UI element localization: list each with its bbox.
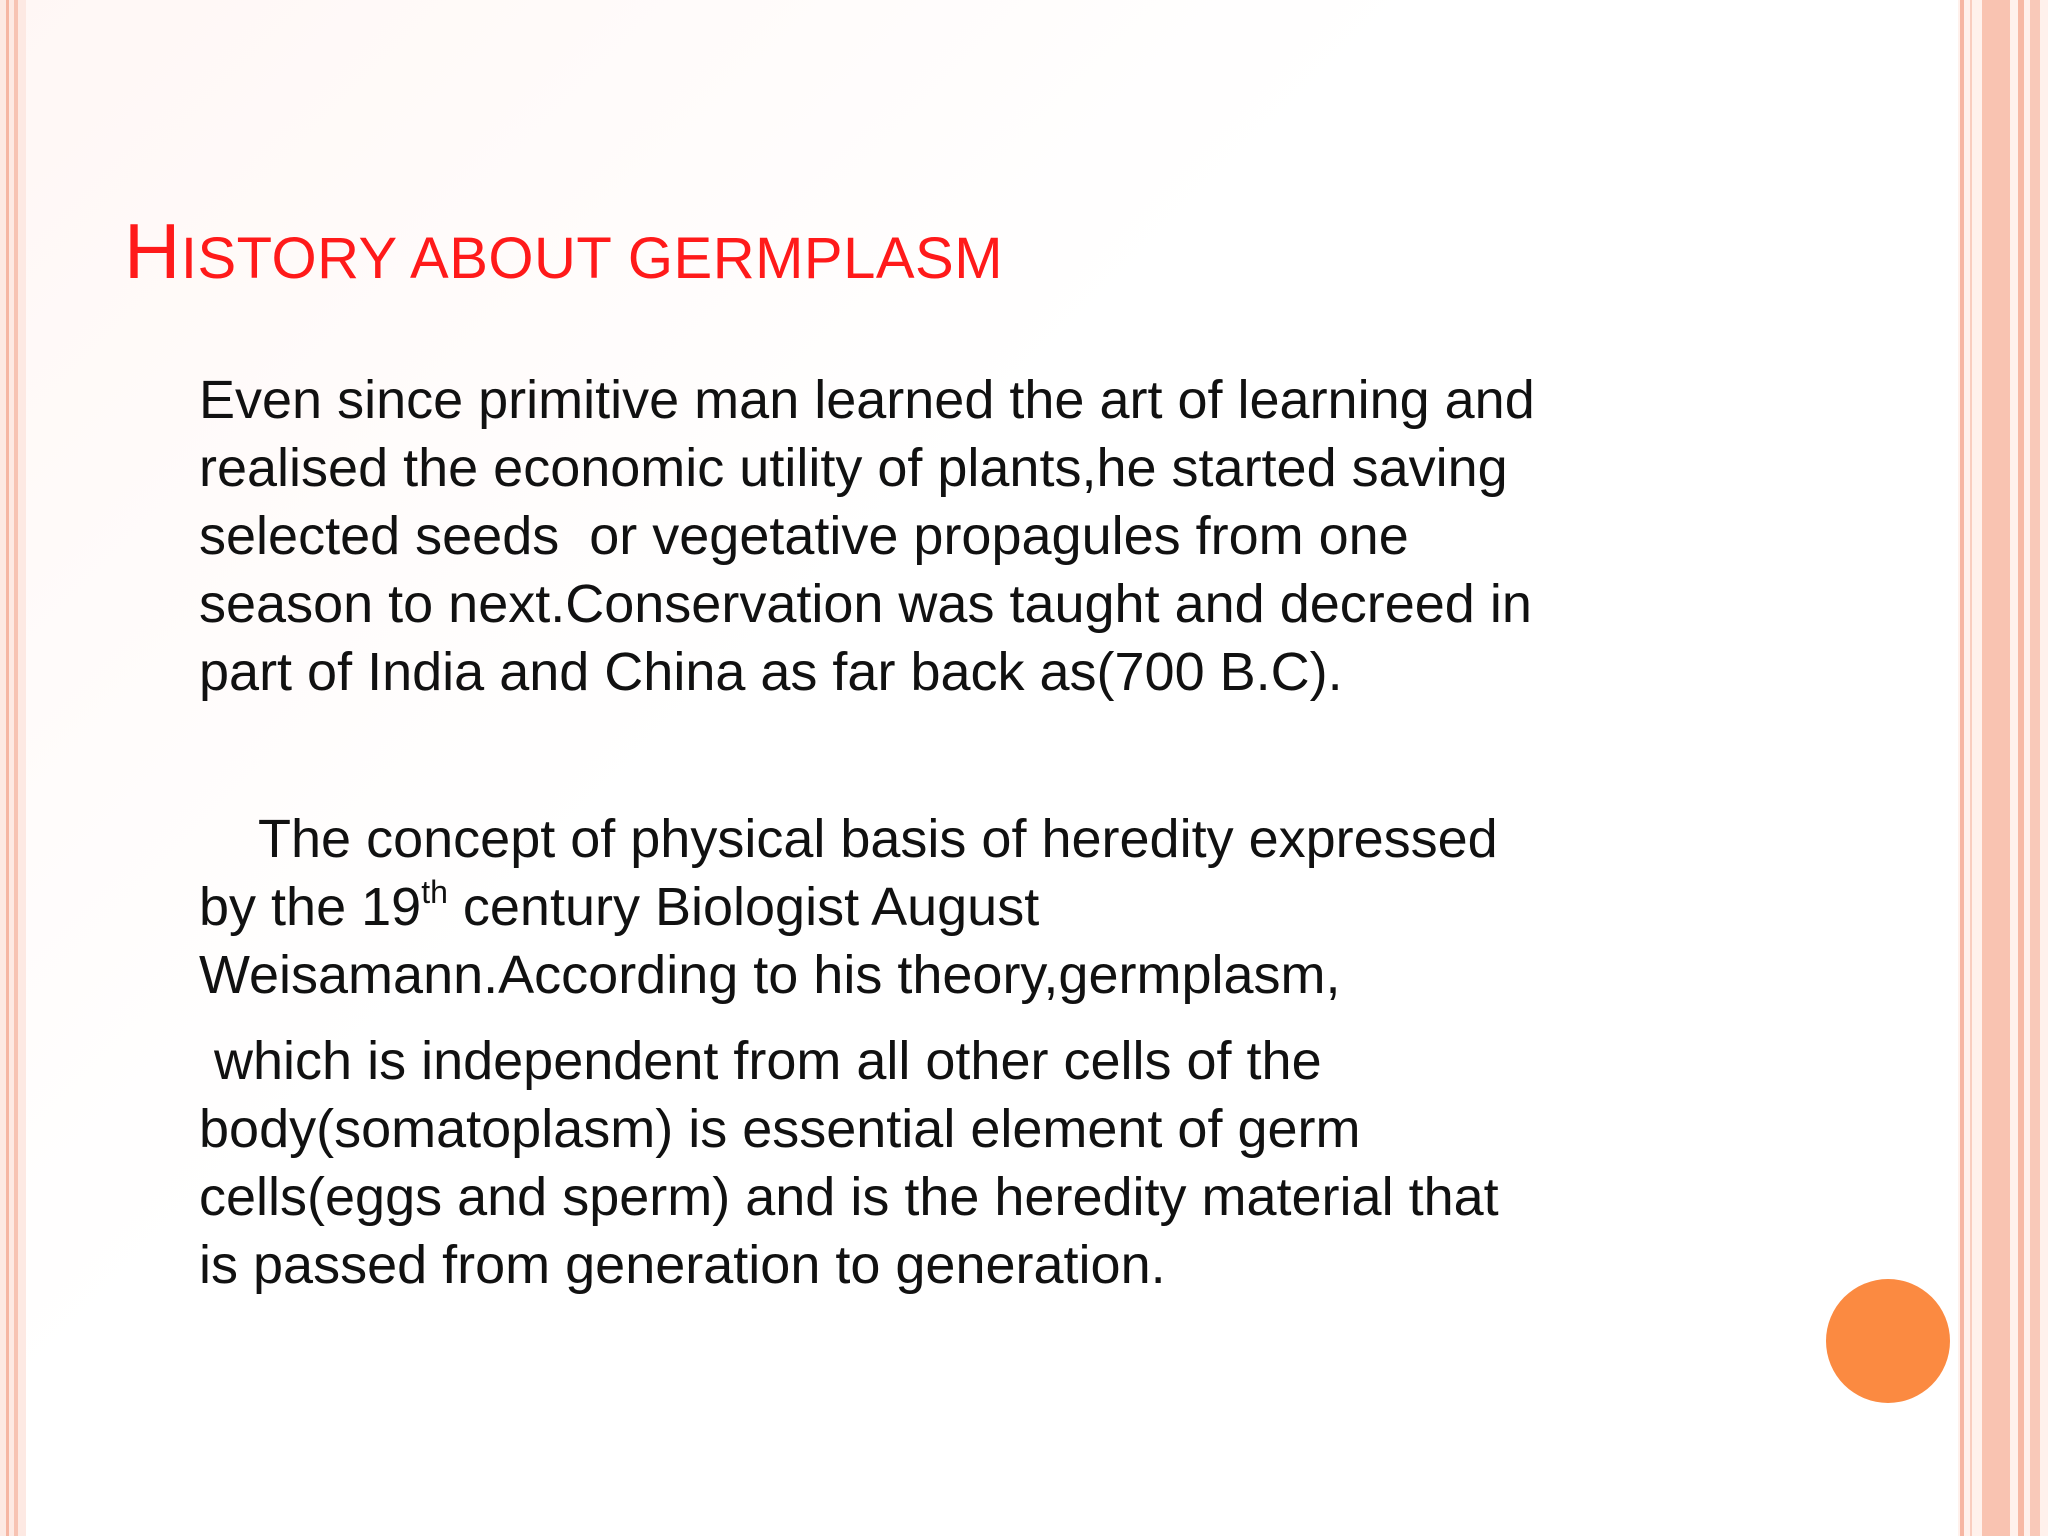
- right-border-line: [1970, 0, 1972, 1536]
- paragraph-history-conservation: Even since primitive man learned the art of learning and realised the economic utility of plants,he started saving selected seeds or vegetative propagules from one season to next.Conservation was taught and decreed in part of India and China as far back as(700 B.C).: [199, 370, 1535, 702]
- orange-circle-decoration: [1826, 1279, 1950, 1403]
- paragraph-line: The concept of physical basis of heredity expressed: [184, 809, 1498, 869]
- left-border-band: [0, 0, 26, 1536]
- right-border-line: [2030, 0, 2040, 1536]
- slide-title-initial: H: [124, 207, 181, 295]
- slide-title: [124, 207, 1004, 295]
- right-border-line: [1982, 0, 2010, 1536]
- paragraph-line: by the 19: [184, 877, 422, 937]
- paragraph-weismann-concept: [184, 805, 1784, 1009]
- paragraph-germplasm-definition: which is independent from all other cells of the body(somatoplasm) is essential element of germ cells(eggs and sperm) and is the heredity material that is passed from generation to generation.: [199, 1031, 1499, 1295]
- paragraph-line: century Biologist August: [447, 877, 1040, 937]
- right-border-line: [2018, 0, 2024, 1536]
- paragraph-line: Weisamann.According to his theory,germplasm,: [184, 945, 1341, 1005]
- right-border-line: [1960, 0, 1964, 1536]
- slide-title-rest: ISTORY ABOUT GERMPLASM: [180, 226, 1004, 291]
- left-border-line: [6, 0, 9, 1536]
- left-border-line: [14, 0, 18, 1536]
- superscript-th: th: [421, 874, 448, 910]
